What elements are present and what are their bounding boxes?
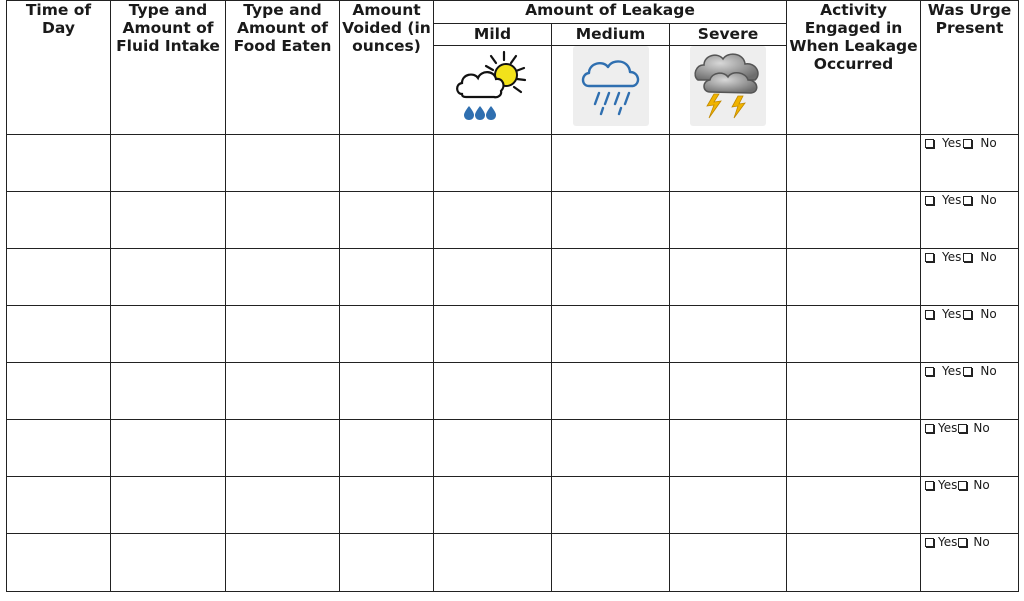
- cell-time[interactable]: [7, 534, 111, 592]
- bladder-diary-table: [6, 0, 1019, 592]
- cell-activity[interactable]: [787, 192, 921, 249]
- storm-cloud-icon: [690, 46, 766, 126]
- table-row: [7, 477, 1019, 534]
- urge-cell: [921, 135, 1019, 192]
- cell-mild[interactable]: [434, 534, 552, 592]
- cell-activity[interactable]: [787, 135, 921, 192]
- urge-yes-checkbox[interactable]: [925, 424, 934, 433]
- urge-yes-checkbox[interactable]: [925, 481, 934, 490]
- cell-fluid[interactable]: [111, 420, 226, 477]
- cell-mild[interactable]: [434, 420, 552, 477]
- urge-cell: [921, 192, 1019, 249]
- urge-no-checkbox[interactable]: [963, 310, 972, 319]
- header-amount-voided: Amount Voided (in ounces): [340, 1, 434, 135]
- cell-voided[interactable]: [340, 135, 434, 192]
- cell-medium[interactable]: [552, 363, 670, 420]
- cell-severe[interactable]: [670, 477, 787, 534]
- cell-food[interactable]: [226, 306, 340, 363]
- cell-time[interactable]: [7, 477, 111, 534]
- cell-medium[interactable]: [552, 477, 670, 534]
- table-row: [7, 135, 1019, 192]
- cell-fluid[interactable]: [111, 363, 226, 420]
- urge-no-label: No: [973, 535, 990, 549]
- cell-medium[interactable]: [552, 420, 670, 477]
- cell-voided[interactable]: [340, 192, 434, 249]
- urge-no-checkbox[interactable]: [958, 481, 967, 490]
- urge-cell: [921, 249, 1019, 306]
- header-time-of-day: Time of Day: [7, 1, 111, 135]
- header-urge-present: Was Urge Present: [921, 1, 1019, 135]
- urge-yes-checkbox[interactable]: [925, 538, 934, 547]
- cell-activity[interactable]: [787, 249, 921, 306]
- cell-severe[interactable]: [670, 249, 787, 306]
- urge-no-label: No: [980, 136, 997, 150]
- urge-yes-checkbox[interactable]: [925, 253, 934, 262]
- table-row: [7, 534, 1019, 592]
- cell-fluid[interactable]: [111, 249, 226, 306]
- cell-voided[interactable]: [340, 249, 434, 306]
- cell-time[interactable]: [7, 135, 111, 192]
- urge-no-label: No: [980, 364, 997, 378]
- severe-icon-cell: [670, 46, 787, 135]
- cell-food[interactable]: [226, 420, 340, 477]
- cell-voided[interactable]: [340, 306, 434, 363]
- urge-yes-checkbox[interactable]: [925, 367, 934, 376]
- cell-severe[interactable]: [670, 135, 787, 192]
- cell-severe[interactable]: [670, 192, 787, 249]
- cell-activity[interactable]: [787, 534, 921, 592]
- cell-activity[interactable]: [787, 363, 921, 420]
- header-amount-of-leakage: Amount of Leakage: [434, 1, 787, 24]
- cell-food[interactable]: [226, 477, 340, 534]
- urge-no-label: No: [980, 250, 997, 264]
- urge-yes-checkbox[interactable]: [925, 196, 934, 205]
- header-activity: Activity Engaged in When Leakage Occurred: [787, 1, 921, 135]
- cell-medium[interactable]: [552, 306, 670, 363]
- cell-fluid[interactable]: [111, 477, 226, 534]
- table-row: [7, 192, 1019, 249]
- urge-no-checkbox[interactable]: [963, 367, 972, 376]
- cell-mild[interactable]: [434, 192, 552, 249]
- cell-voided[interactable]: [340, 363, 434, 420]
- urge-cell: [921, 306, 1019, 363]
- urge-cell: [921, 420, 1019, 477]
- urge-cell: [921, 363, 1019, 420]
- cell-mild[interactable]: [434, 135, 552, 192]
- rain-cloud-icon: [573, 46, 649, 126]
- cell-severe[interactable]: [670, 420, 787, 477]
- cell-activity[interactable]: [787, 477, 921, 534]
- urge-no-label: No: [973, 421, 990, 435]
- urge-yes-label: Yes: [942, 307, 962, 321]
- urge-yes-label: Yes: [938, 421, 958, 435]
- cell-fluid[interactable]: [111, 534, 226, 592]
- cell-time[interactable]: [7, 306, 111, 363]
- urge-yes-checkbox[interactable]: [925, 310, 934, 319]
- cell-activity[interactable]: [787, 420, 921, 477]
- cell-fluid[interactable]: [111, 306, 226, 363]
- cell-food[interactable]: [226, 534, 340, 592]
- urge-yes-label: Yes: [942, 250, 962, 264]
- table-row: [7, 420, 1019, 477]
- header-severe: Severe: [670, 24, 787, 46]
- cell-severe[interactable]: [670, 363, 787, 420]
- cell-medium[interactable]: [552, 249, 670, 306]
- urge-no-label: No: [973, 478, 990, 492]
- cell-fluid[interactable]: [111, 135, 226, 192]
- cell-medium[interactable]: [552, 192, 670, 249]
- urge-no-label: No: [980, 307, 997, 321]
- cell-fluid[interactable]: [111, 192, 226, 249]
- cell-medium[interactable]: [552, 534, 670, 592]
- cell-severe[interactable]: [670, 534, 787, 592]
- header-fluid-intake: Type and Amount of Fluid Intake: [111, 1, 226, 135]
- header-food-eaten: Type and Amount of Food Eaten: [226, 1, 340, 135]
- cell-activity[interactable]: [787, 306, 921, 363]
- table-row: [7, 363, 1019, 420]
- urge-yes-label: Yes: [938, 535, 958, 549]
- cell-voided[interactable]: [340, 420, 434, 477]
- cell-voided[interactable]: [340, 534, 434, 592]
- urge-yes-label: Yes: [942, 364, 962, 378]
- cell-severe[interactable]: [670, 306, 787, 363]
- urge-yes-label: Yes: [938, 478, 958, 492]
- cell-medium[interactable]: [552, 135, 670, 192]
- cell-food[interactable]: [226, 249, 340, 306]
- cell-mild[interactable]: [434, 363, 552, 420]
- cell-food[interactable]: [226, 192, 340, 249]
- urge-no-label: No: [980, 193, 997, 207]
- urge-yes-checkbox[interactable]: [925, 139, 934, 148]
- cell-mild[interactable]: [434, 249, 552, 306]
- cell-time[interactable]: [7, 420, 111, 477]
- urge-no-checkbox[interactable]: [958, 424, 967, 433]
- table-row: [7, 249, 1019, 306]
- cell-mild[interactable]: [434, 306, 552, 363]
- header-medium: Medium: [552, 24, 670, 46]
- table-row: [7, 306, 1019, 363]
- urge-no-checkbox[interactable]: [963, 196, 972, 205]
- sun-cloud-rain-icon: [452, 46, 534, 128]
- urge-no-checkbox[interactable]: [963, 253, 972, 262]
- urge-no-checkbox[interactable]: [963, 139, 972, 148]
- cell-mild[interactable]: [434, 477, 552, 534]
- urge-yes-label: Yes: [942, 136, 962, 150]
- cell-time[interactable]: [7, 249, 111, 306]
- urge-yes-label: Yes: [942, 193, 962, 207]
- cell-time[interactable]: [7, 192, 111, 249]
- mild-icon-cell: [434, 46, 552, 135]
- cell-voided[interactable]: [340, 477, 434, 534]
- cell-food[interactable]: [226, 363, 340, 420]
- medium-icon-cell: [552, 46, 670, 135]
- urge-no-checkbox[interactable]: [958, 538, 967, 547]
- urge-cell: [921, 534, 1019, 592]
- header-mild: Mild: [434, 24, 552, 46]
- urge-cell: [921, 477, 1019, 534]
- cell-food[interactable]: [226, 135, 340, 192]
- cell-time[interactable]: [7, 363, 111, 420]
